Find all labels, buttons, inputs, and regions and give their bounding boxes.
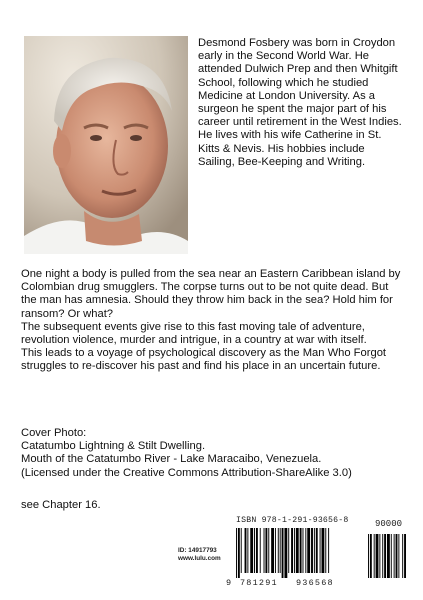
- barcode-addon-bar: [368, 534, 369, 578]
- barcode-bar: [320, 528, 321, 573]
- barcode-addon-bar: [384, 534, 386, 578]
- barcode-addon-bar: [391, 534, 392, 578]
- cover-photo-line: (Licensed under the Creative Commons Attribution-ShareAlike 3.0): [21, 466, 352, 479]
- author-photo: [24, 36, 188, 254]
- barcode-bar: [250, 528, 253, 573]
- barcode-bar: [236, 528, 237, 578]
- publisher-id: ID: 14917793: [178, 547, 217, 554]
- book-blurb: [21, 268, 406, 374]
- cover-photo-credit: [21, 427, 406, 480]
- barcode-bar: [245, 528, 247, 573]
- barcode-bar: [328, 528, 329, 573]
- barcode-bar: [322, 528, 325, 573]
- blurb-paragraph: One night a body is pulled from the sea near an Eastern Caribbean island by Colombian drug smugglers. The corpse turns out to be not quite dead. But the man has amnesia. Should they throw him back in the sea? Hold him for ransom? Or what?: [21, 268, 401, 320]
- barcode-addon-bar: [398, 534, 399, 578]
- barcode-digits-right: 936568: [296, 578, 334, 588]
- barcode-bar: [278, 528, 279, 573]
- barcode-bar: [288, 528, 289, 573]
- barcode-bar: [271, 528, 274, 573]
- author-bio: Desmond Fosbery was born in Croydon early in the Second World War. He attended Dulwich Prep and then Whitgift School, following which he studied Medicine at London University. As a surgeon he spent the major part of his career until retirement in the West Indies. He lives with his wife Catherine in St. Kitts & Nevis. His hobbies include Sailing, Bee-Keeping and Writing.: [198, 37, 402, 168]
- cover-photo-line: Mouth of the Catatumbo River - Lake Maracaibo, Venezuela.: [21, 453, 322, 466]
- publisher-id-block: [178, 547, 221, 562]
- publisher-site: www.lulu.com: [178, 554, 221, 562]
- barcode-bar: [268, 528, 269, 573]
- barcode-addon-bar: [379, 534, 380, 578]
- barcode-bar: [311, 528, 313, 573]
- barcode-bar: [280, 528, 281, 573]
- barcode-addon-bar: [374, 534, 375, 578]
- barcode-bar: [247, 528, 248, 573]
- barcode-bar: [303, 528, 304, 573]
- blurb-paragraph: The subsequent events give rise to this fast moving tale of adventure, revolution violence, murder and intrigue, in a country at war with itself.: [21, 320, 367, 347]
- barcode-addon-bar: [394, 534, 395, 578]
- barcode-bar: [284, 528, 287, 578]
- barcode-bar: [305, 528, 306, 573]
- barcode-bar: [291, 528, 293, 573]
- blurb-paragraph: This leads to a voyage of psychological discovery as the Man Who Forgot struggles to re-discover his past and find his place in an uncertain future.: [21, 347, 387, 373]
- barcode-bar: [316, 528, 318, 573]
- barcode-addon-number: 90000: [375, 519, 403, 529]
- author-portrait-image: [24, 36, 188, 254]
- barcode-bar: [314, 528, 315, 573]
- barcode-bar: [260, 528, 261, 573]
- barcode-addon-bar: [387, 534, 390, 578]
- barcode-bar: [307, 528, 310, 573]
- barcode-addon-bar: [376, 534, 379, 578]
- barcode-bar: [256, 528, 258, 573]
- barcode-bar: [282, 528, 284, 578]
- barcode-bar: [296, 528, 299, 573]
- isbn-label: ISBN 978-1-291-93656-8: [236, 516, 349, 525]
- barcode-digits-left: 781291: [240, 578, 278, 588]
- barcode-bar: [254, 528, 255, 573]
- barcode-bar: [300, 528, 302, 573]
- barcode-bar: [294, 528, 295, 573]
- barcode-addon-bar: [404, 534, 406, 578]
- cover-photo-line: Catatumbo Lightning & Stilt Dwelling.: [21, 440, 206, 453]
- barcode-bar: [275, 528, 276, 573]
- cover-photo-heading: Cover Photo:: [21, 427, 87, 439]
- barcode-bar: [265, 528, 267, 573]
- barcode-addon-bar: [370, 534, 372, 578]
- isbn-barcode: [232, 528, 412, 580]
- barcode-addon-bar: [402, 534, 403, 578]
- barcode-bar: [241, 528, 242, 573]
- chapter-note: see Chapter 16.: [21, 499, 101, 511]
- barcode-addon-bar: [382, 534, 383, 578]
- barcode-bar: [238, 528, 240, 578]
- barcode-digit-first: 9: [226, 578, 233, 588]
- barcode-bar: [264, 528, 265, 573]
- barcode-addon-bar: [396, 534, 398, 578]
- barcode-bar: [325, 528, 326, 573]
